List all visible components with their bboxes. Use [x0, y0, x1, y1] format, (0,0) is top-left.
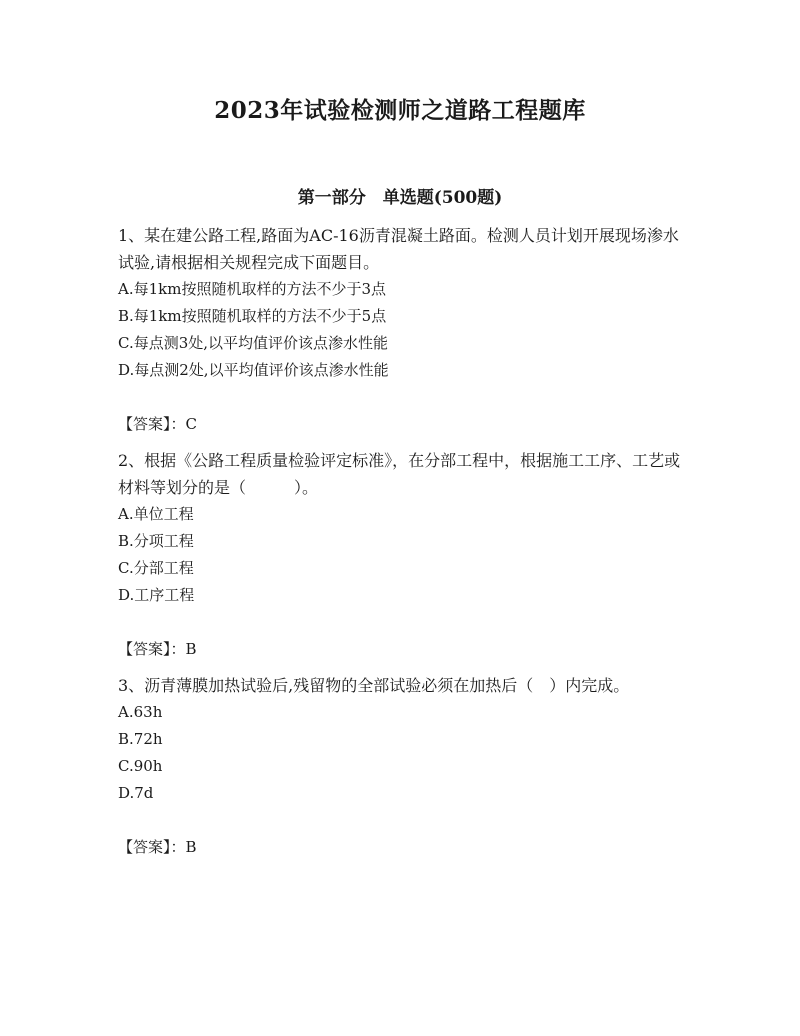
question-1 [118, 222, 688, 447]
question-1-option-b: B.每1km按照随机取样的方法不少于5点 [118, 307, 387, 325]
answer-label: 【答案】： [118, 640, 186, 658]
question-2 [118, 447, 688, 672]
question-2-option-a: A.单位工程 [118, 505, 194, 523]
answer-label: 【答案】： [118, 415, 186, 433]
question-1-answer [118, 411, 688, 438]
question-2-option-b: B.分项工程 [118, 532, 194, 550]
question-1-text: 1、某在建公路工程,路面为AC-16沥青混凝土路面。检测人员计划开展现场渗水试验,请根据相关规程完成下面题目。 [118, 226, 679, 272]
question-3 [118, 672, 688, 861]
question-2-answer [118, 636, 688, 663]
question-list [118, 222, 688, 861]
question-1-option-c: C.每点测3处,以平均值评价该点渗水性能 [118, 334, 389, 352]
question-2-option-d: D.工序工程 [118, 586, 195, 604]
section-title: 第一部分 单选题(500题) [297, 188, 503, 208]
question-3-option-c: C.90h [118, 757, 163, 775]
answer-value: C [185, 415, 197, 433]
question-2-option-c: C.分部工程 [118, 559, 194, 577]
question-3-option-a: A.63h [118, 703, 163, 721]
answer-label: 【答案】： [118, 838, 186, 856]
answer-value: B [185, 640, 197, 658]
question-3-answer [118, 834, 688, 861]
question-2-text: 2、根据《公路工程质量检验评定标准》，在分部工程中，根据施工工序、工艺或材料等划分的是（ ）。 [118, 451, 681, 497]
question-1-option-d: D.每点测2处,以平均值评价该点渗水性能 [118, 361, 389, 379]
document-title: 2023年试验检测师之道路工程题库 [214, 97, 586, 124]
question-3-option-b: B.72h [118, 730, 163, 748]
answer-value: B [185, 838, 197, 856]
question-3-text: 3、沥青薄膜加热试验后,残留物的全部试验必须在加热后（ ）内完成。 [118, 676, 630, 695]
question-3-option-d: D.7d [118, 784, 154, 802]
question-1-option-a: A.每1km按照随机取样的方法不少于3点 [118, 280, 387, 298]
